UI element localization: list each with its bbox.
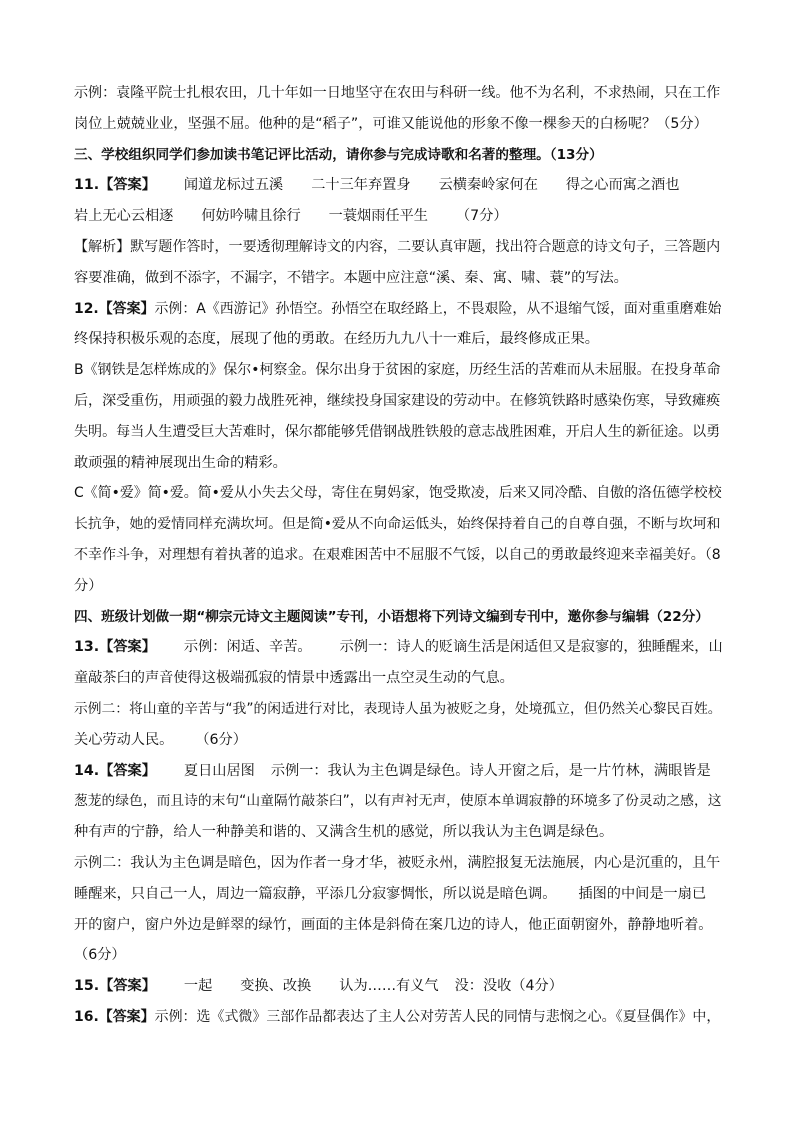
answer-item: 得之心而寓之酒也 [565,177,680,194]
answer-tag: 【答案】 [99,762,156,779]
text-line: 葱茏的绿色，而且诗的末句“山童隔竹敲茶臼”，以有声衬无声，使原本单调寂静的环境多了份灵动之感，这 [74,793,722,810]
answer-text: 睡醒来，只自己一人，周边一篇寂静，平添几分寂寥惆怅，所以说是暗色调。 [74,885,557,902]
text-line: 示例二：将山童的辛苦与“我”的闲适进行对比，表现诗人虽为被贬之身，处境孤立，但仍然关心黎民百姓。 [74,700,722,717]
answer-item: 认为……有义气 [339,978,439,995]
text-line: 种有声的宁静，给人一种静美和谐的、又满含生机的感觉，所以我认为主色调是绿色。 [74,824,614,841]
answer-item: 没：没收（4分） [454,978,563,995]
text-line: 终保持积极乐观的态度，展现了他的勇敢。在经历九九八十一难后，最终修成正果。 [74,331,599,348]
question-number: 16. [74,1008,99,1025]
answer-item: 何妨吟啸且徐行 [201,208,301,225]
answer-16-line-1 [74,1002,722,1033]
text-line: 敢顽强的精神展现出生命的精彩。 [74,454,287,471]
question-number: 15. [74,978,100,995]
answer-tag: 【答案】 [99,978,156,995]
answer-text: 示例一：我认为主色调是绿色。诗人开窗之后，是一片竹林，满眼皆是 [270,762,711,779]
answer-item: 闻道龙标过五溪 [183,177,284,194]
question-number: 14. [74,762,100,779]
text-line [74,879,722,910]
answer-item: 一蓑烟雨任平生 [328,208,428,225]
answer-15-line-1 [74,971,722,1002]
answer-item: 示例：闲适、辛苦。 [183,639,312,656]
text-line [74,725,722,756]
question-number: 13. [74,639,100,656]
text-line: 示例二：我认为主色调是暗色，因为作者一身才华，被贬永州，满腔报复无法施展，内心是沉重的，且午 [74,854,721,871]
answer-text: 插图的中间是一扇已 [578,885,707,902]
answer-item: 二十三年弃置身 [311,177,411,194]
text-line: 失明。每当人生遭受巨大苦难时，保尔都能够凭借钢战胜铁般的意志战胜困难，开启人生的新征途。以勇 [74,423,721,440]
text-line: 长抗争，她的爱情同样充满坎坷。但是简•爱从不向命运低头，始终保持着自己的自尊自强，不断与坎坷和 [74,516,721,533]
text-line: 不幸作斗争，对理想有着执著的追求。在艰难困苦中不屈服不气馁，以自己的勇敢最终迎来幸福美好。（8 [74,546,721,563]
answer-text: 关心劳动人民。 [74,731,174,748]
answer-13-line-1 [74,632,722,663]
answer-text: 示例一：诗人的贬谪生活是闲适但又是寂寥的，独睡醒来，山 [339,639,723,656]
answer-tag: 【答案】 [98,300,155,317]
answer-item: 云横秦岭家何在 [438,177,538,194]
text-line: 分） [74,577,103,594]
answer-item: 变换、改换 [240,978,312,995]
text-line: B《钢铁是怎样炼成的》保尔•柯察金。保尔出身于贫困的家庭，历经生活的苦难而从未屈服。在投身革命 [74,362,721,379]
answer-tag: 【答案】 [99,177,156,194]
text-line: 童敲茶臼的声音使得这极端孤寂的情景中透露出一点空灵生动的气息。 [74,670,514,687]
text-line: 示例：袁隆平院士扎根农田，几十年如一日地坚守在农田与科研一线。他不为名利，不求热闹，只在工作 [74,85,721,101]
answer-12-line-1 [74,294,722,325]
answer-item: 一起 [183,978,213,995]
score: （7分） [455,208,508,225]
score: （6分） [74,947,126,964]
answer-text: 示例：A《西游记》孙悟空。孙悟空在取经路上，不畏艰险，从不退缩气馁，面对重重磨难始 [154,300,722,317]
text-line: 后，深受重伤，用顽强的毅力战胜死神，继续投身国家建设的劳动中。在修筑铁路时感染伤寒，导致瘫痪 [74,392,721,409]
analysis-line: 容要准确，做到不添字，不漏字，不错字。本题中应注意“溪、秦、寓、啸、蓑”的写法。 [74,269,628,286]
answer-text: 示例：选《式微》三部作品都表达了主人公对劳苦人民的同情与悲悯之心。《夏昼偶作》中， [154,1008,721,1025]
text-line: 岗位上兢兢业业，坚强不屈。他种的是“稻子”，可谁又能说他的形象不像一棵参天的白杨呢？（5分） [74,115,708,132]
answer-item: 夏日山居图 [183,762,255,779]
answer-tag: 【答案】 [99,639,156,656]
answer-14-line-1 [74,756,722,787]
question-number: 11. [74,177,100,194]
answer-tag: 【答案】 [98,1008,155,1025]
answer-item: 岩上无心云相逐 [74,208,174,225]
text-line: C《简•爱》简•爱。简•爱从小失去父母，寄住在舅妈家，饱受欺凌，后来又同冷酷、自傲的洛伍德学校校 [74,485,722,502]
answer-11-line-1 [74,170,722,201]
answer-11-line-2 [74,201,722,232]
analysis-line: 【解析】默写题作答时，一要透彻理解诗文的内容，二要认真审题，找出符合题意的诗文句子，三答题内 [74,238,721,255]
score: （6分） [195,731,247,748]
question-number: 12. [74,300,99,317]
text-line: 开的窗户，窗户外边是鲜翠的绿竹，画面的主体是斜倚在案几边的诗人，他正面朝窗外，静静地听着。 [74,916,713,933]
section-heading-3: 三、学校组织同学们参加读书笔记评比活动，请你参与完成诗歌和名著的整理。（13分） [74,146,603,163]
section-heading-4: 四、班级计划做一期“柳宗元诗文主题阅读”专刊，小语想将下列诗文编到专刊中，邀你参与编辑（22分） [74,608,709,625]
